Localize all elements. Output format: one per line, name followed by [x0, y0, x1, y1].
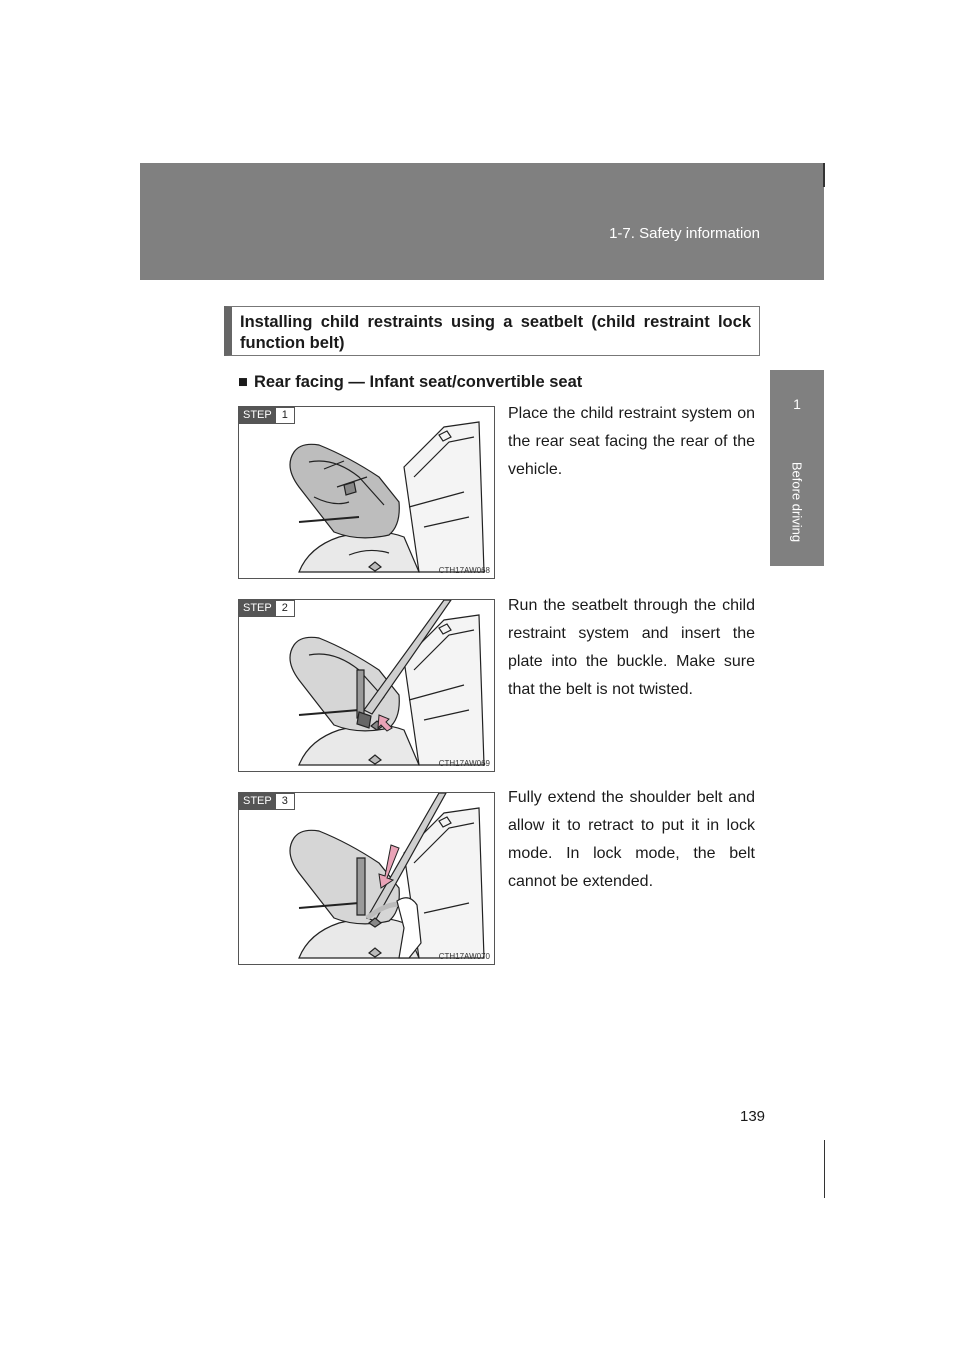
header-section-title: 1-7. Safety information	[609, 225, 760, 242]
step-3-text: Fully extend the shoulder belt and allow it to retract to put it in lock mode. In lock mode, the belt cannot be extended.	[508, 789, 755, 890]
chapter-tab[interactable]	[770, 370, 824, 438]
header-rule	[823, 163, 825, 187]
chapter-number: 1	[793, 396, 801, 412]
crop-mark	[824, 1140, 825, 1190]
child-seat-illustration	[239, 407, 495, 579]
step-2-text: Run the seatbelt through the child restraint system and insert the plate into the buckle. Make sure that the belt is not twisted.	[508, 597, 755, 698]
step-number: 1	[276, 407, 295, 424]
step-2-figure	[238, 599, 495, 772]
step-label: STEP	[239, 600, 276, 617]
figure-code: CTH17AW070	[438, 952, 490, 961]
step-label: STEP	[239, 407, 276, 424]
chapter-title: Before driving	[789, 461, 805, 543]
step-number: 3	[276, 793, 295, 810]
square-bullet-icon: ■	[238, 373, 248, 391]
step-1-figure	[238, 406, 495, 579]
crop-mark-tick	[824, 1190, 825, 1198]
subheading	[238, 373, 582, 392]
seatbelt-buckle-illustration	[239, 600, 495, 772]
section-title: Installing child restraints using a seatbelt (child restraint lock function belt)	[224, 306, 760, 356]
figure-code: CTH17AW069	[438, 759, 490, 768]
step-1-text: Place the child restraint system on the rear seat facing the rear of the vehicle.	[508, 405, 755, 478]
step-badge	[239, 407, 295, 424]
page-number: 139	[740, 1108, 766, 1125]
header-band	[140, 163, 824, 280]
step-label: STEP	[239, 793, 276, 810]
step-badge	[239, 600, 295, 617]
step-number: 2	[276, 600, 295, 617]
shoulder-belt-illustration	[239, 793, 495, 965]
subheading-text: Rear facing — Infant seat/convertible seat	[253, 373, 583, 391]
figure-code: CTH17AW068	[438, 566, 490, 575]
step-3-figure	[238, 792, 495, 965]
step-badge	[239, 793, 295, 810]
